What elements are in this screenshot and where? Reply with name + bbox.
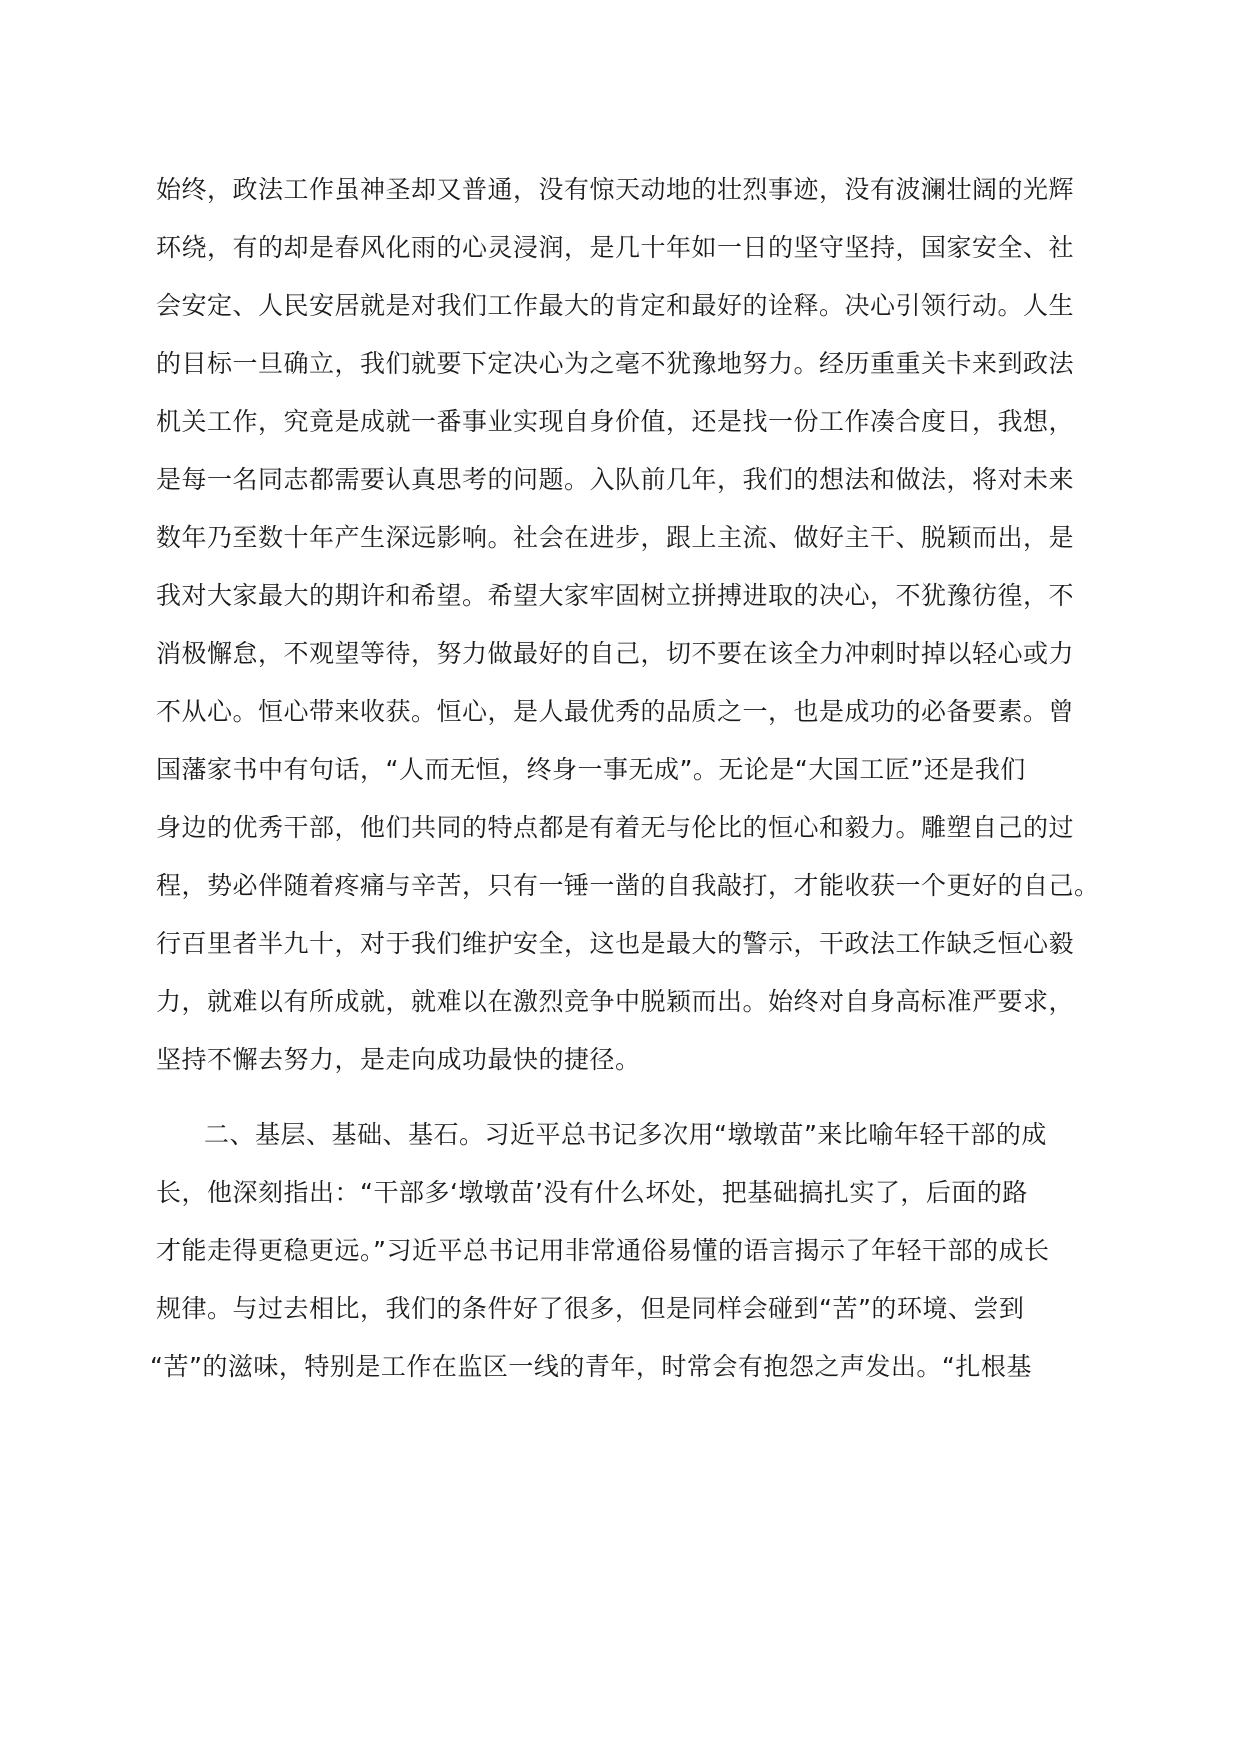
paragraph-2-line: 二、基层、基础、基石。习近平总书记多次用“墩墩苗”来比喻年轻干部的成 bbox=[204, 1120, 1047, 1149]
paragraph-1-line: 会安定、人民安居就是对我们工作最大的肯定和最好的诠释。决心引领行动。人生 bbox=[156, 291, 1075, 320]
paragraph-1-line: 机关工作，究竟是成就一番事业实现自身价值，还是找一份工作凑合度日，我想， bbox=[156, 407, 1075, 436]
paragraph-1-line: 坚持不懈去努力，是走向成功最快的捷径。 bbox=[156, 1045, 641, 1074]
paragraph-1-line: 消极懈怠，不观望等待，努力做最好的自己，切不要在该全力冲刺时掉以轻心或力 bbox=[156, 639, 1075, 668]
paragraph-1-line: 行百里者半九十，对于我们维护安全，这也是最大的警示，干政法工作缺乏恒心毅 bbox=[156, 929, 1075, 958]
paragraph-1-line: 环绕，有的却是春风化雨的心灵浸润，是几十年如一日的坚守坚持，国家安全、社 bbox=[156, 233, 1075, 262]
paragraph-2-line: 规律。与过去相比，我们的条件好了很多，但是同样会碰到“苦”的环境、尝到 bbox=[156, 1294, 1025, 1323]
paragraph-1-line: 国藩家书中有句话，“人而无恒，终身一事无成”。无论是“大国工匠”还是我们 bbox=[156, 755, 1026, 784]
paragraph-1-line: 是每一名同志都需要认真思考的问题。入队前几年，我们的想法和做法，将对未来 bbox=[156, 465, 1075, 494]
paragraph-1-line: 数年乃至数十年产生深远影响。社会在进步，跟上主流、做好主干、脱颖而出，是 bbox=[156, 523, 1075, 552]
paragraph-2-line: 长，他深刻指出：“干部多‘墩墩苗’没有什么坏处，把基础搞扎实了，后面的路 bbox=[156, 1178, 1028, 1207]
paragraph-1-line: 的目标一旦确立，我们就要下定决心为之毫不犹豫地努力。经历重重关卡来到政法 bbox=[156, 349, 1075, 378]
paragraph-2-line: “苦”的滋味，特别是工作在监区一线的青年，时常会有抱怨之声发出。“扎根基 bbox=[150, 1352, 1032, 1381]
paragraph-1-line: 始终，政法工作虽神圣却又普通，没有惊天动地的壮烈事迹，没有波澜壮阔的光辉 bbox=[156, 175, 1075, 204]
paragraph-1-line: 不从心。恒心带来收获。恒心，是人最优秀的品质之一，也是成功的必备要素。曾 bbox=[156, 697, 1075, 726]
paragraph-1-line: 力，就难以有所成就，就难以在激烈竞争中脱颖而出。始终对自身高标准严要求， bbox=[156, 987, 1075, 1016]
paragraph-1-line: 程，势必伴随着疼痛与辛苦，只有一锤一凿的自我敲打，才能收获一个更好的自己。 bbox=[156, 871, 1100, 900]
paragraph-1-line: 我对大家最大的期许和希望。希望大家牢固树立拼搏进取的决心，不犹豫彷徨，不 bbox=[156, 581, 1075, 610]
paragraph-1-line: 身边的优秀干部，他们共同的特点都是有着无与伦比的恒心和毅力。雕塑自己的过 bbox=[156, 813, 1075, 842]
paragraph-2-line: 才能走得更稳更远。”习近平总书记用非常通俗易懂的语言揭示了年轻干部的成长 bbox=[156, 1236, 1050, 1265]
